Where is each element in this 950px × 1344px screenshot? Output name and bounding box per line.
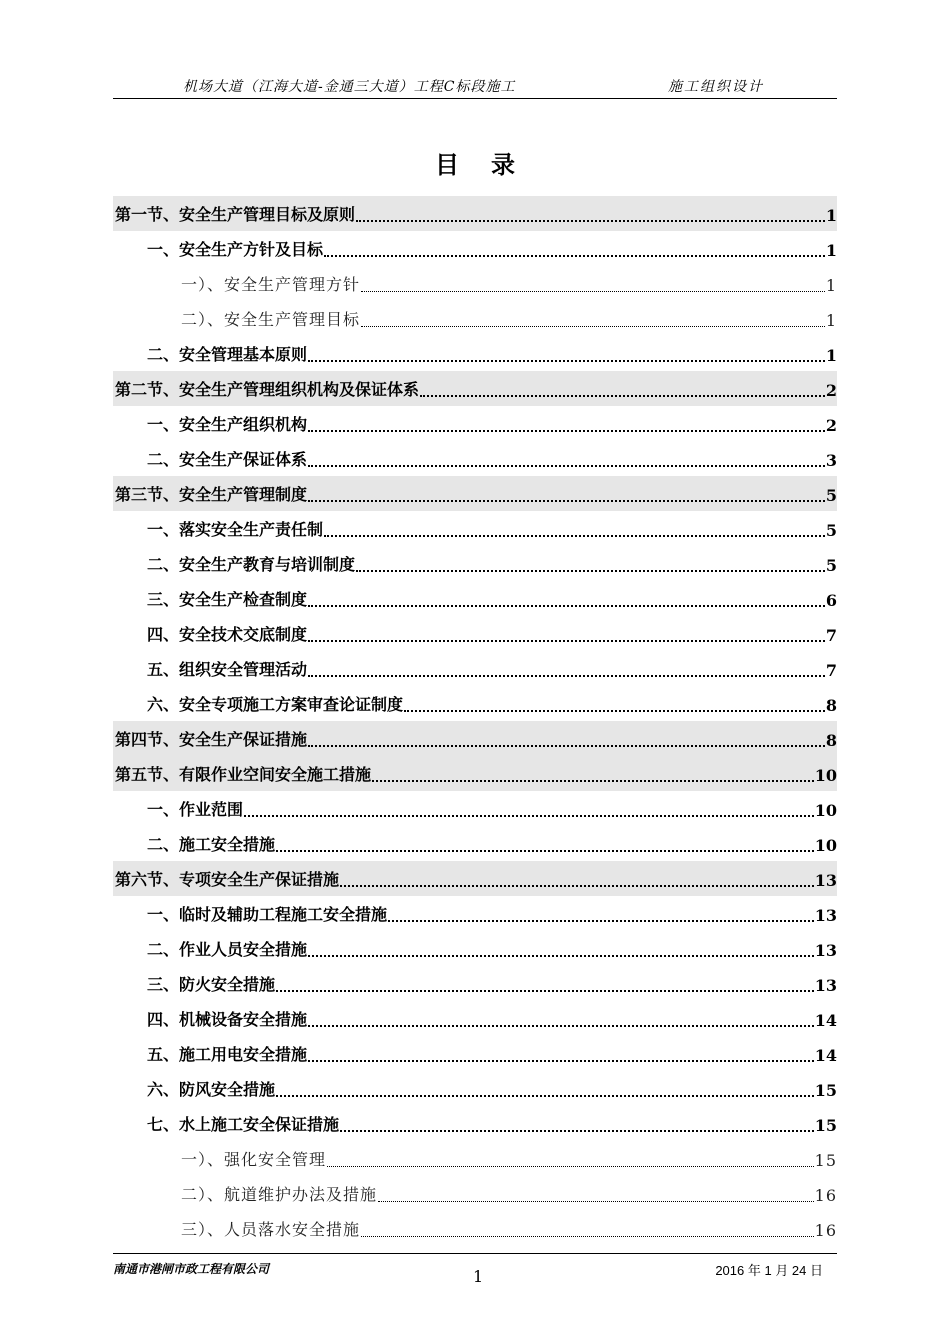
toc-entry-title: 第六节、专项安全生产保证措施 [115,870,340,889]
toc-entry[interactable] [113,896,837,931]
toc-entry-title: 二、施工安全措施 [147,835,276,854]
toc-entry-title: 一）、安全生产管理方针 [181,275,361,294]
toc-entry[interactable] [113,1001,837,1036]
footer-page-number: 1 [473,1267,484,1286]
toc-page-number: 6 [825,591,837,610]
toc-entry[interactable] [113,1036,837,1071]
toc-entry-line [147,902,837,925]
toc-dot-leader [361,1235,814,1237]
toc-entry-line [147,1042,837,1065]
toc-entry-line [181,1147,837,1170]
toc-entry-title: 二、安全生产保证体系 [147,450,308,469]
toc-entry-title: 第四节、安全生产保证措施 [115,730,308,749]
toc-entry-line [147,972,837,995]
toc-page-number: 1 [825,276,837,295]
toc-entry-line [147,517,837,540]
toc-entry[interactable] [113,1211,837,1246]
toc-dot-leader [404,709,825,712]
table-of-contents [113,196,837,1246]
toc-entry-line [181,1182,837,1205]
page-footer [113,1253,837,1286]
toc-entry[interactable] [113,441,837,476]
toc-entry-title: 五、组织安全管理活动 [147,660,308,679]
toc-entry-title: 四、安全技术交底制度 [147,625,308,644]
toc-page-number: 10 [814,801,837,820]
toc-page-number: 14 [814,1011,837,1030]
toc-entry[interactable] [113,756,837,791]
toc-dot-leader [327,1165,814,1167]
toc-entry[interactable] [113,581,837,616]
toc-page-number: 8 [825,731,837,750]
toc-entry[interactable] [113,371,837,406]
toc-dot-leader [308,639,825,642]
toc-entry[interactable] [113,511,837,546]
toc-page-number: 7 [825,661,837,680]
toc-entry-line [181,272,837,295]
toc-page-number: 14 [814,1046,837,1065]
toc-entry-title: 四、机械设备安全措施 [147,1010,308,1029]
toc-dot-leader [324,534,825,537]
toc-entry[interactable] [113,336,837,371]
toc-dot-leader [388,919,814,922]
toc-dot-leader [276,1094,814,1097]
toc-dot-leader [308,674,825,677]
toc-entry-line [147,692,837,715]
toc-entry-line [147,832,837,855]
toc-entry-line [147,797,837,820]
toc-entry-line [147,1007,837,1030]
toc-entry-line [147,342,837,365]
toc-page-number: 8 [825,696,837,715]
toc-entry-line [147,1077,837,1100]
toc-entry-title: 第三节、安全生产管理制度 [115,485,308,504]
page-header [113,72,837,99]
toc-entry[interactable] [113,406,837,441]
toc-dot-leader [308,1024,814,1027]
toc-dot-leader [308,499,825,502]
toc-page-number: 7 [825,626,837,645]
toc-page-number: 15 [814,1116,837,1135]
toc-entry[interactable] [113,476,837,511]
toc-page-number: 13 [814,941,837,960]
toc-entry-title: 五、施工用电安全措施 [147,1045,308,1064]
toc-entry-title: 六、防风安全措施 [147,1080,276,1099]
toc-page-number: 13 [814,871,837,890]
toc-page-number: 5 [825,521,837,540]
toc-entry-title: 第一节、安全生产管理目标及原则 [115,205,356,224]
toc-dot-leader [324,254,825,257]
toc-entry-line [147,237,837,260]
toc-dot-leader [308,1059,814,1062]
toc-entry-title: 一、落实安全生产责任制 [147,520,324,539]
toc-dot-leader [378,1200,814,1202]
toc-page-number: 1 [825,346,837,365]
toc-entry-line [147,657,837,680]
toc-page-number: 16 [814,1221,837,1240]
toc-page-number: 13 [814,906,837,925]
toc-entry-title: 三、安全生产检查制度 [147,590,308,609]
toc-entry-title: 三）、人员落水安全措施 [181,1220,361,1239]
toc-entry-title: 二）、安全生产管理目标 [181,310,361,329]
toc-entry-title: 第二节、安全生产管理组织机构及保证体系 [115,380,420,399]
toc-entry[interactable] [113,826,837,861]
toc-entry[interactable] [113,196,837,231]
toc-dot-leader [361,290,825,292]
toc-dot-leader [308,464,825,467]
toc-entry-line [147,1112,837,1135]
page-title: 目录 [435,150,547,179]
toc-entry-line [113,196,837,231]
toc-entry-title: 一、临时及辅助工程施工安全措施 [147,905,388,924]
toc-entry-line [147,412,837,435]
toc-entry-line [147,937,837,960]
toc-entry-title: 二、作业人员安全措施 [147,940,308,959]
toc-entry[interactable] [113,1141,837,1176]
toc-entry-title: 二、安全生产教育与培训制度 [147,555,356,574]
toc-entry[interactable] [113,651,837,686]
toc-page-number: 15 [814,1151,837,1170]
toc-dot-leader [276,849,814,852]
toc-entry[interactable] [113,721,837,756]
toc-dot-leader [340,1129,814,1132]
toc-entry[interactable] [113,546,837,581]
toc-dot-leader [356,569,825,572]
toc-dot-leader [372,779,814,782]
toc-entry[interactable] [113,966,837,1001]
header-document-type: 施工组织设计 [668,79,764,95]
header-project-title: 机场大道（江海大道-金通三大道）工程C标段施工 [183,79,516,95]
toc-entry-line [113,371,837,406]
toc-entry[interactable] [113,1176,837,1211]
toc-entry[interactable] [113,1071,837,1106]
toc-entry-title: 一）、强化安全管理 [181,1150,327,1169]
toc-entry-line [147,552,837,575]
toc-entry-line [181,1217,837,1240]
toc-dot-leader [308,429,825,432]
toc-entry-title: 二）、航道维护办法及措施 [181,1185,378,1204]
toc-dot-leader [420,394,825,397]
toc-page-number: 1 [825,311,837,330]
toc-dot-leader [308,954,814,957]
toc-entry[interactable] [113,686,837,721]
footer-company: 南通市港闸市政工程有限公司 [113,1262,270,1276]
toc-page-number: 10 [814,836,837,855]
toc-page-number: 15 [814,1081,837,1100]
toc-entry[interactable] [113,931,837,966]
toc-entry-line [147,587,837,610]
toc-page-number: 16 [814,1186,837,1205]
toc-entry-line [113,756,837,791]
toc-page-number: 1 [825,241,837,260]
toc-dot-leader [308,604,825,607]
toc-page-number: 1 [825,206,837,225]
toc-entry-title: 六、安全专项施工方案审查论证制度 [147,695,404,714]
toc-entry-title: 第五节、有限作业空间安全施工措施 [115,765,372,784]
toc-page-number: 10 [814,766,837,785]
toc-entry-title: 二、安全管理基本原则 [147,345,308,364]
toc-entry[interactable] [113,861,837,896]
toc-entry-title: 七、水上施工安全保证措施 [147,1115,340,1134]
toc-dot-leader [308,359,825,362]
footer-date: 2016 年 1 月 24 日 [715,1263,823,1278]
toc-dot-leader [340,884,814,887]
toc-dot-leader [308,744,825,747]
toc-entry[interactable] [113,301,837,336]
toc-entry[interactable] [113,231,837,266]
toc-page-number: 5 [825,486,837,505]
toc-entry-title: 一、安全生产组织机构 [147,415,308,434]
toc-entry-line [147,622,837,645]
toc-entry-line [147,447,837,470]
toc-page-number: 2 [825,381,837,400]
toc-page-number: 5 [825,556,837,575]
toc-entry-line [113,721,837,756]
toc-dot-leader [276,989,814,992]
toc-page-number: 13 [814,976,837,995]
toc-entry-title: 三、防火安全措施 [147,975,276,994]
toc-dot-leader [356,219,825,222]
toc-dot-leader [244,814,814,817]
toc-dot-leader [361,325,825,327]
toc-entry-title: 一、作业范围 [147,800,244,819]
toc-entry-title: 一、安全生产方针及目标 [147,240,324,259]
toc-entry[interactable] [113,266,837,301]
toc-entry[interactable] [113,791,837,826]
toc-entry-line [113,861,837,896]
toc-entry-line [181,307,837,330]
toc-entry[interactable] [113,1106,837,1141]
toc-page-number: 2 [825,416,837,435]
toc-entry-line [113,476,837,511]
toc-page-number: 3 [825,451,837,470]
toc-entry[interactable] [113,616,837,651]
